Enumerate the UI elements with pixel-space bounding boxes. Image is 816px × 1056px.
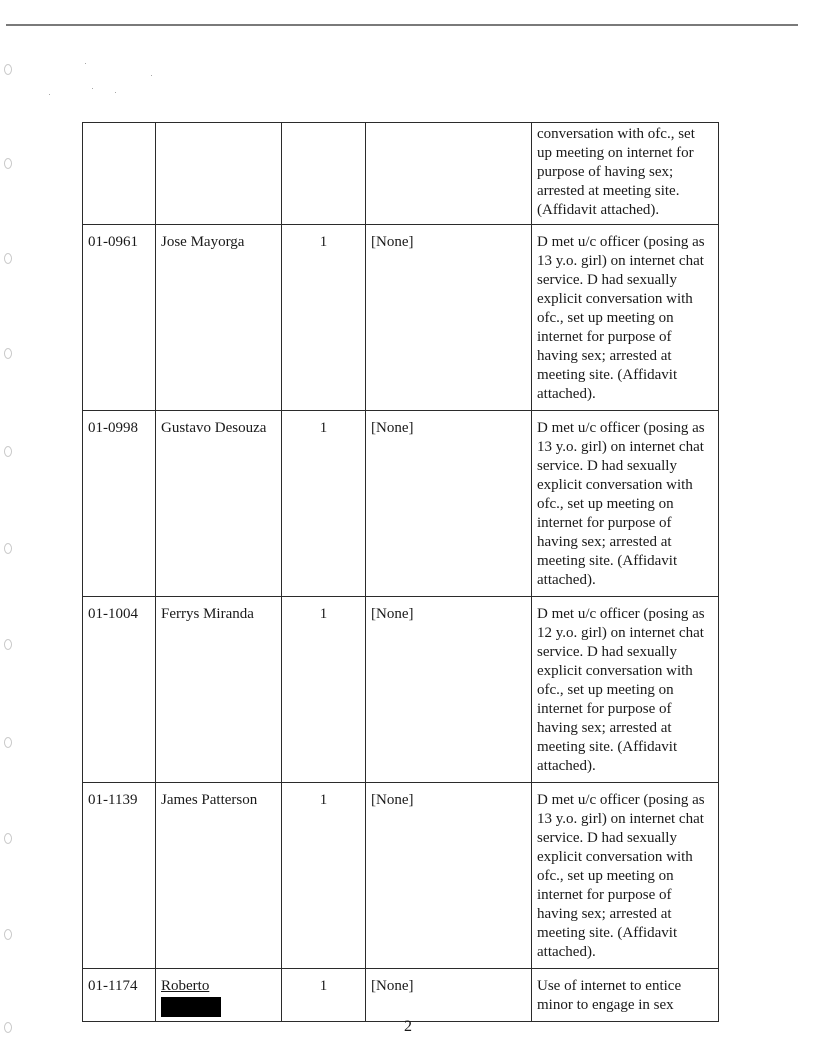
case-number-cell <box>83 123 156 225</box>
table-row <box>83 225 719 411</box>
redaction-bar <box>161 997 221 1017</box>
punch-hole-mark <box>4 737 12 748</box>
defendant-cell: Jose Mayorga <box>156 225 282 411</box>
scan-speck <box>151 75 152 76</box>
defendant-cell: Gustavo Desouza <box>156 411 282 597</box>
case-number-cell: 01-1004 <box>83 597 156 783</box>
summary-cell: D met u/c officer (posing as 13 y.o. girl) on internet chat service. D had sexually explicit conversation with ofc., set up meeting on internet for purpose of having sex; arrested at meeting site. (Affidavit attached). <box>532 411 719 597</box>
priors-cell: [None] <box>366 225 532 411</box>
priors-cell <box>366 123 532 225</box>
scan-speck <box>49 94 50 95</box>
case-number-cell: 01-0998 <box>83 411 156 597</box>
case-number-cell: 01-1174 <box>83 969 156 1022</box>
table-row <box>83 597 719 783</box>
case-table <box>82 122 719 1022</box>
counts-cell: 1 <box>282 597 366 783</box>
punch-hole-mark <box>4 253 12 264</box>
scan-speck <box>115 92 116 93</box>
case-number-cell: 01-0961 <box>83 225 156 411</box>
counts-cell <box>282 123 366 225</box>
table-row <box>83 411 719 597</box>
priors-cell: [None] <box>366 783 532 969</box>
punch-hole-mark <box>4 639 12 650</box>
counts-cell: 1 <box>282 969 366 1022</box>
punch-hole-mark <box>4 348 12 359</box>
summary-cell: conversation with ofc., set up meeting on internet for purpose of having sex; arrested at meeting site. (Affidavit attached). <box>532 123 719 225</box>
summary-cell: Use of internet to entice minor to engage in sex <box>532 969 719 1022</box>
priors-cell: [None] <box>366 411 532 597</box>
table-row <box>83 969 719 1022</box>
table-row <box>83 123 719 225</box>
defendant-cell: James Patterson <box>156 783 282 969</box>
priors-cell: [None] <box>366 969 532 1022</box>
counts-cell: 1 <box>282 411 366 597</box>
counts-cell: 1 <box>282 783 366 969</box>
defendant-cell <box>156 969 282 1022</box>
defendant-cell <box>156 123 282 225</box>
header-rule <box>6 24 798 26</box>
summary-cell: D met u/c officer (posing as 13 y.o. girl) on internet chat service. D had sexually explicit conversation with ofc., set up meeting on internet for purpose of having sex; arrested at meeting site. (Affidavit attached). <box>532 783 719 969</box>
case-number-cell: 01-1139 <box>83 783 156 969</box>
defendant-name: Roberto <box>161 978 210 994</box>
punch-hole-mark <box>4 833 12 844</box>
summary-cell: D met u/c officer (posing as 13 y.o. girl) on internet chat service. D had sexually explicit conversation with ofc., set up meeting on internet for purpose of having sex; arrested at meeting site. (Affidavit attached). <box>532 225 719 411</box>
punch-hole-mark <box>4 543 12 554</box>
counts-cell: 1 <box>282 225 366 411</box>
scan-speck <box>85 63 86 64</box>
table-row <box>83 783 719 969</box>
punch-hole-mark <box>4 929 12 940</box>
scan-speck <box>92 88 93 89</box>
defendant-cell: Ferrys Miranda <box>156 597 282 783</box>
page-number: 2 <box>404 1018 412 1035</box>
summary-cell: D met u/c officer (posing as 12 y.o. girl) on internet chat service. D had sexually explicit conversation with ofc., set up meeting on internet for purpose of having sex; arrested at meeting site. (Affidavit attached). <box>532 597 719 783</box>
punch-hole-mark <box>4 446 12 457</box>
punch-hole-mark <box>4 64 12 75</box>
priors-cell: [None] <box>366 597 532 783</box>
punch-hole-mark <box>4 158 12 169</box>
